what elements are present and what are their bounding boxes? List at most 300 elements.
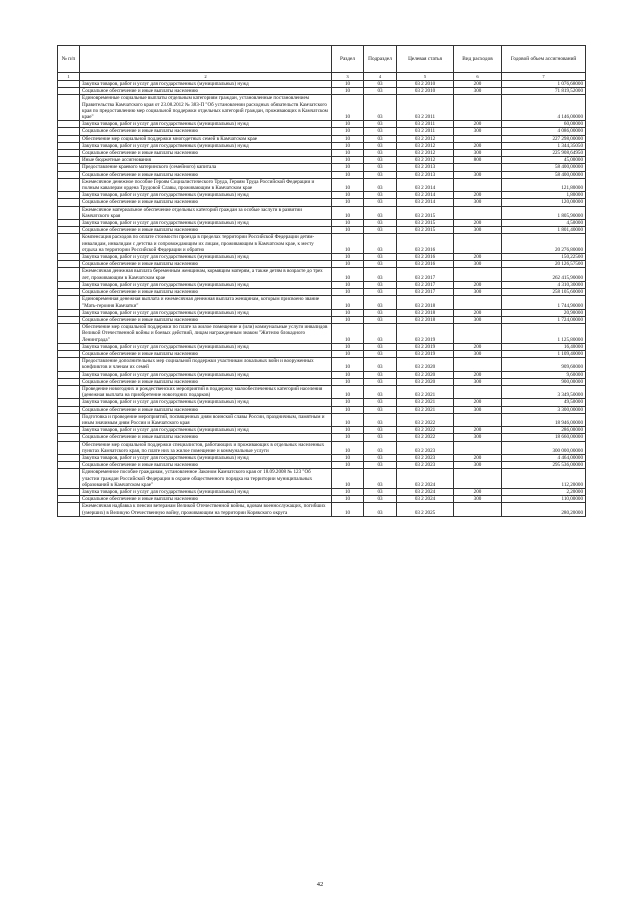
row-name-cell: Иные бюджетные ассигнования	[80, 157, 332, 164]
row-podrazdel-cell: 03	[364, 462, 397, 469]
row-name-cell: Ежемесячная надбавка к пенсии ветеранам Великой Отечественной войны, вдовам военнослужащих, погибших (умерших) в Великую Отечественную войну, проживающим на территории Корякского округа	[80, 503, 332, 516]
table-row	[58, 128, 586, 135]
row-podrazdel-cell: 03	[364, 121, 397, 128]
row-number-cell	[58, 385, 80, 398]
row-amount-cell: 4 146,00000	[502, 95, 586, 121]
row-amount-cell: 20 126,57500	[502, 261, 586, 268]
row-number-cell	[58, 81, 80, 88]
row-name-cell: Проведение новогодних и рождественских мероприятий в поддержку малообеспеченных категорий населения (денежная выплата на приобретение новогодних подарков)	[80, 385, 332, 398]
row-name-cell: Ежемесячное материальное обеспечение отдельных категорий граждан за особые заслуги в развитии Камчатского края	[80, 206, 332, 219]
row-podrazdel-cell: 03	[364, 199, 397, 206]
row-target-article-cell: 03 2 2010	[397, 81, 454, 88]
row-podrazdel-cell: 03	[364, 503, 397, 516]
row-expense-type-cell	[454, 268, 502, 281]
table-row	[58, 281, 586, 288]
row-podrazdel-cell: 03	[364, 399, 397, 406]
row-expense-type-cell: 200	[454, 192, 502, 199]
row-expense-type-cell: 300	[454, 350, 502, 357]
row-amount-cell: 225 908,64950	[502, 150, 586, 157]
table-row	[58, 413, 586, 426]
table-row	[58, 469, 586, 489]
row-number-cell	[58, 192, 80, 199]
table-row	[58, 385, 586, 398]
col-number: 3	[332, 73, 364, 81]
row-razdel-cell: 10	[332, 192, 364, 199]
row-name-cell: Подготовка и проведение мероприятий, посвященных дням воинской славы России, праздничным, памятным и иным значимым дням России и Камчатского края	[80, 413, 332, 426]
table-row	[58, 81, 586, 88]
table-row	[58, 171, 586, 178]
row-podrazdel-cell: 03	[364, 157, 397, 164]
row-amount-cell: 4,50000	[502, 220, 586, 227]
row-name-cell: Закупка товаров, работ и услуг для государственных (муниципальных) нужд	[80, 254, 332, 261]
row-name-cell: Закупка товаров, работ и услуг для государственных (муниципальных) нужд	[80, 427, 332, 434]
row-name-cell: Обеспечение мер социальной поддержки специалистов, работающих и проживающих в отдельных населенных пунктах Камчатского края, по плате них за жилое помещение и коммунальные услуги	[80, 441, 332, 454]
row-razdel-cell: 10	[332, 469, 364, 489]
row-amount-cell: 121,80000	[502, 178, 586, 191]
row-amount-cell: 3 300,00000	[502, 406, 586, 413]
row-podrazdel-cell: 03	[364, 496, 397, 503]
row-expense-type-cell: 300	[454, 227, 502, 234]
row-name-cell: Социальное обеспечение и иные выплаты населению	[80, 171, 332, 178]
row-number-cell	[58, 309, 80, 316]
row-razdel-cell: 10	[332, 157, 364, 164]
row-razdel-cell: 10	[332, 399, 364, 406]
row-amount-cell: 295 536,00000	[502, 462, 586, 469]
row-podrazdel-cell: 03	[364, 427, 397, 434]
table-row	[58, 406, 586, 413]
budget-table	[57, 45, 586, 517]
table-row	[58, 427, 586, 434]
row-amount-cell: 1 801,40000	[502, 227, 586, 234]
row-target-article-cell: 03 2 2014	[397, 178, 454, 191]
table-row	[58, 254, 586, 261]
row-name-cell: Предоставление дополнительных мер социальной поддержки участникам локальных войн и вооруженных конфликтов и членам их семей	[80, 358, 332, 371]
table-row	[58, 178, 586, 191]
row-razdel-cell: 10	[332, 121, 364, 128]
row-razdel-cell: 10	[332, 496, 364, 503]
row-expense-type-cell: 300	[454, 434, 502, 441]
row-razdel-cell: 10	[332, 296, 364, 309]
row-expense-type-cell: 200	[454, 454, 502, 461]
row-number-cell	[58, 427, 80, 434]
row-target-article-cell: 03 2 2017	[397, 289, 454, 296]
row-expense-type-cell: 200	[454, 220, 502, 227]
row-razdel-cell: 10	[332, 434, 364, 441]
col-header-razdel: Раздел	[332, 46, 364, 73]
row-number-cell	[58, 343, 80, 350]
row-amount-cell: 18 660,00000	[502, 434, 586, 441]
table-row	[58, 268, 586, 281]
row-target-article-cell: 03 2 2019	[397, 324, 454, 344]
table-row	[58, 234, 586, 254]
row-target-article-cell: 03 2 2012	[397, 142, 454, 149]
row-number-cell	[58, 95, 80, 121]
col-header-annual-amount: Годовой объем ассигнований	[502, 46, 586, 73]
row-razdel-cell: 10	[332, 220, 364, 227]
row-name-cell: Закупка товаров, работ и услуг для государственных (муниципальных) нужд	[80, 454, 332, 461]
row-number-cell	[58, 88, 80, 95]
row-expense-type-cell	[454, 469, 502, 489]
row-podrazdel-cell: 03	[364, 488, 397, 495]
row-podrazdel-cell: 03	[364, 135, 397, 142]
row-amount-cell: 2,20000	[502, 488, 586, 495]
row-number-cell	[58, 350, 80, 357]
table-row	[58, 199, 586, 206]
row-number-cell	[58, 316, 80, 323]
table-row	[58, 309, 586, 316]
table-row	[58, 434, 586, 441]
row-razdel-cell: 10	[332, 88, 364, 95]
row-razdel-cell: 10	[332, 142, 364, 149]
row-number-cell	[58, 142, 80, 149]
row-amount-cell: 1 805,90000	[502, 206, 586, 219]
row-name-cell: Социальное обеспечение и иные выплаты населению	[80, 227, 332, 234]
row-amount-cell: 300 000,00000	[502, 441, 586, 454]
row-target-article-cell: 03 2 2012	[397, 135, 454, 142]
row-podrazdel-cell: 03	[364, 281, 397, 288]
row-name-cell: Ежемесячная денежная выплата беременным женщинам, кормящим матерям, а также детям в возрасте до трех лет, проживающим в Камчатском крае	[80, 268, 332, 281]
row-podrazdel-cell: 03	[364, 343, 397, 350]
row-target-article-cell: 03 2 2024	[397, 488, 454, 495]
row-expense-type-cell: 300	[454, 496, 502, 503]
row-amount-cell: 1 744,90000	[502, 296, 586, 309]
row-expense-type-cell	[454, 296, 502, 309]
row-target-article-cell: 03 2 2016	[397, 234, 454, 254]
table-row	[58, 350, 586, 357]
row-number-cell	[58, 469, 80, 489]
row-expense-type-cell: 200	[454, 309, 502, 316]
row-podrazdel-cell: 03	[364, 95, 397, 121]
row-expense-type-cell	[454, 413, 502, 426]
row-amount-cell: 150,22500	[502, 254, 586, 261]
row-number-cell	[58, 296, 80, 309]
row-target-article-cell: 03 2 2021	[397, 399, 454, 406]
table-body	[58, 81, 586, 517]
row-expense-type-cell: 200	[454, 254, 502, 261]
row-podrazdel-cell: 03	[364, 164, 397, 171]
row-razdel-cell: 10	[332, 171, 364, 178]
row-amount-cell: 120,00000	[502, 199, 586, 206]
row-podrazdel-cell: 03	[364, 142, 397, 149]
row-razdel-cell: 10	[332, 503, 364, 516]
table-row	[58, 462, 586, 469]
row-name-cell: Обеспечение мер социальной поддержки по плате за жилое помещение и (или) коммунальные услуги инвалидов Великой Отечественной войны и боевых действий, лицам награжденным знаком "Жителю блокадного Ленинграда"	[80, 324, 332, 344]
row-podrazdel-cell: 03	[364, 324, 397, 344]
row-expense-type-cell: 200	[454, 343, 502, 350]
row-target-article-cell: 03 2 2021	[397, 406, 454, 413]
row-amount-cell: 280,20000	[502, 503, 586, 516]
row-podrazdel-cell: 03	[364, 268, 397, 281]
row-amount-cell: 1 724,00000	[502, 316, 586, 323]
row-razdel-cell: 10	[332, 454, 364, 461]
row-razdel-cell: 10	[332, 427, 364, 434]
row-razdel-cell: 10	[332, 406, 364, 413]
row-target-article-cell: 03 2 2012	[397, 150, 454, 157]
row-amount-cell: 20,90000	[502, 309, 586, 316]
table-row	[58, 324, 586, 344]
row-number-cell	[58, 462, 80, 469]
row-target-article-cell: 03 2 2012	[397, 157, 454, 164]
row-razdel-cell: 10	[332, 95, 364, 121]
row-number-cell	[58, 171, 80, 178]
table-row	[58, 164, 586, 171]
row-razdel-cell: 10	[332, 413, 364, 426]
row-number-cell	[58, 281, 80, 288]
row-expense-type-cell: 800	[454, 157, 502, 164]
row-expense-type-cell: 300	[454, 88, 502, 95]
table-row	[58, 261, 586, 268]
row-razdel-cell: 10	[332, 261, 364, 268]
row-amount-cell: 58 400,00000	[502, 164, 586, 171]
row-number-cell	[58, 220, 80, 227]
row-amount-cell: 49,50000	[502, 399, 586, 406]
row-name-cell: Социальное обеспечение и иные выплаты населению	[80, 261, 332, 268]
row-number-cell	[58, 234, 80, 254]
row-name-cell: Единовременные социальные выплаты отдельным категориям граждан, установленные постановлением Правительства Камчатского края от 23.08.2012 № 383-П "Об установлении расходных обязательств Камчатского края по предоставлению мер социальной поддержки отдельных категорий граждан, проживающих в Камчатском крае"	[80, 95, 332, 121]
row-number-cell	[58, 206, 80, 219]
row-name-cell: Закупка товаров, работ и услуг для государственных (муниципальных) нужд	[80, 81, 332, 88]
col-header-expense-type: Вид расходов	[454, 46, 502, 73]
row-name-cell: Закупка товаров, работ и услуг для государственных (муниципальных) нужд	[80, 142, 332, 149]
row-expense-type-cell: 300	[454, 150, 502, 157]
row-name-cell: Предоставление краевого материнского (семейного) капитала	[80, 164, 332, 171]
row-target-article-cell: 03 2 2023	[397, 462, 454, 469]
row-podrazdel-cell: 03	[364, 150, 397, 157]
row-target-article-cell: 03 2 2017	[397, 281, 454, 288]
row-razdel-cell: 10	[332, 309, 364, 316]
row-target-article-cell: 03 2 2019	[397, 343, 454, 350]
row-podrazdel-cell: 03	[364, 413, 397, 426]
row-number-cell	[58, 406, 80, 413]
row-razdel-cell: 10	[332, 488, 364, 495]
row-name-cell: Социальное обеспечение и иные выплаты населению	[80, 378, 332, 385]
col-header-target-article: Целевая статья	[397, 46, 454, 73]
row-razdel-cell: 10	[332, 206, 364, 219]
table-row	[58, 371, 586, 378]
row-name-cell: Социальное обеспечение и иные выплаты населению	[80, 462, 332, 469]
row-razdel-cell: 10	[332, 254, 364, 261]
row-expense-type-cell	[454, 441, 502, 454]
row-number-cell	[58, 378, 80, 385]
table-row	[58, 343, 586, 350]
row-number-cell	[58, 413, 80, 426]
row-expense-type-cell	[454, 95, 502, 121]
row-name-cell: Единовременное пособие гражданам, установленное Законом Камчатского края от 18.09.2008 № 123 "Об участии граждан Российской Федерации в охране общественного порядка на территории муниципальных образований в Камчатском крае"	[80, 469, 332, 489]
row-target-article-cell: 03 2 2011	[397, 95, 454, 121]
row-name-cell: Закупка товаров, работ и услуг для государственных (муниципальных) нужд	[80, 309, 332, 316]
col-number: 1	[58, 73, 80, 81]
row-expense-type-cell	[454, 206, 502, 219]
row-target-article-cell: 03 2 2022	[397, 434, 454, 441]
row-amount-cell: 258 105,60000	[502, 289, 586, 296]
col-number: 4	[364, 73, 397, 81]
row-amount-cell: 18 946,00000	[502, 413, 586, 426]
row-name-cell: Социальное обеспечение и иные выплаты населению	[80, 406, 332, 413]
row-amount-cell: 9,60000	[502, 371, 586, 378]
row-podrazdel-cell: 03	[364, 309, 397, 316]
row-target-article-cell: 03 2 2020	[397, 371, 454, 378]
row-expense-type-cell: 300	[454, 406, 502, 413]
table-row	[58, 289, 586, 296]
row-podrazdel-cell: 03	[364, 88, 397, 95]
row-razdel-cell: 10	[332, 316, 364, 323]
col-number: 6	[454, 73, 502, 81]
row-name-cell: Социальное обеспечение и иные выплаты населению	[80, 496, 332, 503]
row-target-article-cell: 03 2 2013	[397, 171, 454, 178]
row-amount-cell: 4 464,00000	[502, 454, 586, 461]
row-podrazdel-cell: 03	[364, 220, 397, 227]
row-amount-cell: 262 415,90000	[502, 268, 586, 281]
row-amount-cell: 16,40000	[502, 343, 586, 350]
row-amount-cell: 1 076,68000	[502, 81, 586, 88]
row-number-cell	[58, 135, 80, 142]
table-row	[58, 220, 586, 227]
row-name-cell: Социальное обеспечение и иные выплаты населению	[80, 316, 332, 323]
row-razdel-cell: 10	[332, 81, 364, 88]
row-number-cell	[58, 358, 80, 371]
row-name-cell: Социальное обеспечение и иные выплаты населению	[80, 434, 332, 441]
row-target-article-cell: 03 2 2015	[397, 227, 454, 234]
row-number-cell	[58, 128, 80, 135]
row-expense-type-cell	[454, 234, 502, 254]
row-expense-type-cell: 300	[454, 261, 502, 268]
table-row	[58, 135, 586, 142]
row-razdel-cell: 10	[332, 371, 364, 378]
row-expense-type-cell: 300	[454, 289, 502, 296]
row-target-article-cell: 03 2 2019	[397, 350, 454, 357]
row-name-cell: Закупка товаров, работ и услуг для государственных (муниципальных) нужд	[80, 192, 332, 199]
row-amount-cell: 110,00000	[502, 496, 586, 503]
row-name-cell: Социальное обеспечение и иные выплаты населению	[80, 128, 332, 135]
table-row	[58, 454, 586, 461]
row-razdel-cell: 10	[332, 135, 364, 142]
row-expense-type-cell: 200	[454, 121, 502, 128]
row-target-article-cell: 03 2 2018	[397, 296, 454, 309]
row-amount-cell: 1 109,40000	[502, 350, 586, 357]
table-row	[58, 206, 586, 219]
col-number: 2	[80, 73, 332, 81]
row-podrazdel-cell: 03	[364, 454, 397, 461]
row-podrazdel-cell: 03	[364, 316, 397, 323]
table-row	[58, 95, 586, 121]
row-razdel-cell: 10	[332, 358, 364, 371]
row-razdel-cell: 10	[332, 378, 364, 385]
row-expense-type-cell	[454, 164, 502, 171]
row-number-cell	[58, 454, 80, 461]
table-row	[58, 399, 586, 406]
row-target-article-cell: 03 2 2023	[397, 454, 454, 461]
row-name-cell: Социальное обеспечение и иные выплаты населению	[80, 150, 332, 157]
row-name-cell: Социальное обеспечение и иные выплаты населению	[80, 350, 332, 357]
row-podrazdel-cell: 03	[364, 171, 397, 178]
row-number-cell	[58, 254, 80, 261]
row-podrazdel-cell: 03	[364, 378, 397, 385]
table-row	[58, 441, 586, 454]
table-row	[58, 88, 586, 95]
row-name-cell: Закупка товаров, работ и услуг для государственных (муниципальных) нужд	[80, 343, 332, 350]
row-expense-type-cell: 300	[454, 128, 502, 135]
row-razdel-cell: 10	[332, 289, 364, 296]
row-name-cell: Социальное обеспечение и иные выплаты населению	[80, 289, 332, 296]
row-razdel-cell: 10	[332, 462, 364, 469]
table-row	[58, 378, 586, 385]
row-razdel-cell: 10	[332, 385, 364, 398]
row-amount-cell: 58 400,00000	[502, 171, 586, 178]
row-target-article-cell: 03 2 2011	[397, 128, 454, 135]
row-podrazdel-cell: 03	[364, 261, 397, 268]
row-number-cell	[58, 488, 80, 495]
row-podrazdel-cell: 03	[364, 234, 397, 254]
row-amount-cell: 112,20000	[502, 469, 586, 489]
row-target-article-cell: 03 2 2011	[397, 121, 454, 128]
row-podrazdel-cell: 03	[364, 289, 397, 296]
row-expense-type-cell: 200	[454, 427, 502, 434]
row-target-article-cell: 03 2 2025	[397, 503, 454, 516]
row-amount-cell: 71 819,52000	[502, 88, 586, 95]
header-row	[58, 46, 586, 73]
row-number-cell	[58, 261, 80, 268]
row-number-cell	[58, 121, 80, 128]
row-number-cell	[58, 371, 80, 378]
row-name-cell: Закупка товаров, работ и услуг для государственных (муниципальных) нужд	[80, 399, 332, 406]
table-row	[58, 142, 586, 149]
row-expense-type-cell	[454, 358, 502, 371]
row-expense-type-cell	[454, 503, 502, 516]
row-razdel-cell: 10	[332, 128, 364, 135]
row-razdel-cell: 10	[332, 281, 364, 288]
row-razdel-cell: 10	[332, 441, 364, 454]
row-number-cell	[58, 150, 80, 157]
row-podrazdel-cell: 03	[364, 81, 397, 88]
row-target-article-cell: 03 2 2010	[397, 88, 454, 95]
row-number-cell	[58, 227, 80, 234]
row-podrazdel-cell: 03	[364, 371, 397, 378]
row-podrazdel-cell: 03	[364, 358, 397, 371]
row-podrazdel-cell: 03	[364, 227, 397, 234]
table-row	[58, 296, 586, 309]
row-target-article-cell: 03 2 2017	[397, 268, 454, 281]
row-target-article-cell: 03 2 2018	[397, 309, 454, 316]
row-expense-type-cell: 300	[454, 171, 502, 178]
column-numbers-row	[58, 73, 586, 81]
row-target-article-cell: 03 2 2014	[397, 192, 454, 199]
row-expense-type-cell	[454, 178, 502, 191]
row-podrazdel-cell: 03	[364, 296, 397, 309]
row-expense-type-cell: 200	[454, 399, 502, 406]
row-amount-cell: 909,60000	[502, 358, 586, 371]
row-razdel-cell: 10	[332, 268, 364, 281]
row-number-cell	[58, 496, 80, 503]
row-name-cell: Закупка товаров, работ и услуг для государственных (муниципальных) нужд	[80, 488, 332, 495]
row-target-article-cell: 03 2 2015	[397, 206, 454, 219]
row-razdel-cell: 10	[332, 164, 364, 171]
row-expense-type-cell: 300	[454, 462, 502, 469]
row-name-cell: Закупка товаров, работ и услуг для государственных (муниципальных) нужд	[80, 371, 332, 378]
row-name-cell: Социальное обеспечение и иные выплаты населению	[80, 88, 332, 95]
row-amount-cell: 900,00000	[502, 378, 586, 385]
row-target-article-cell: 03 2 2021	[397, 385, 454, 398]
table-row	[58, 227, 586, 234]
row-number-cell	[58, 434, 80, 441]
row-razdel-cell: 10	[332, 234, 364, 254]
row-expense-type-cell: 300	[454, 199, 502, 206]
row-target-article-cell: 03 2 2015	[397, 220, 454, 227]
row-target-article-cell: 03 2 2024	[397, 469, 454, 489]
row-podrazdel-cell: 03	[364, 206, 397, 219]
row-target-article-cell: 03 2 2013	[397, 164, 454, 171]
row-number-cell	[58, 164, 80, 171]
row-amount-cell: 60,00000	[502, 121, 586, 128]
